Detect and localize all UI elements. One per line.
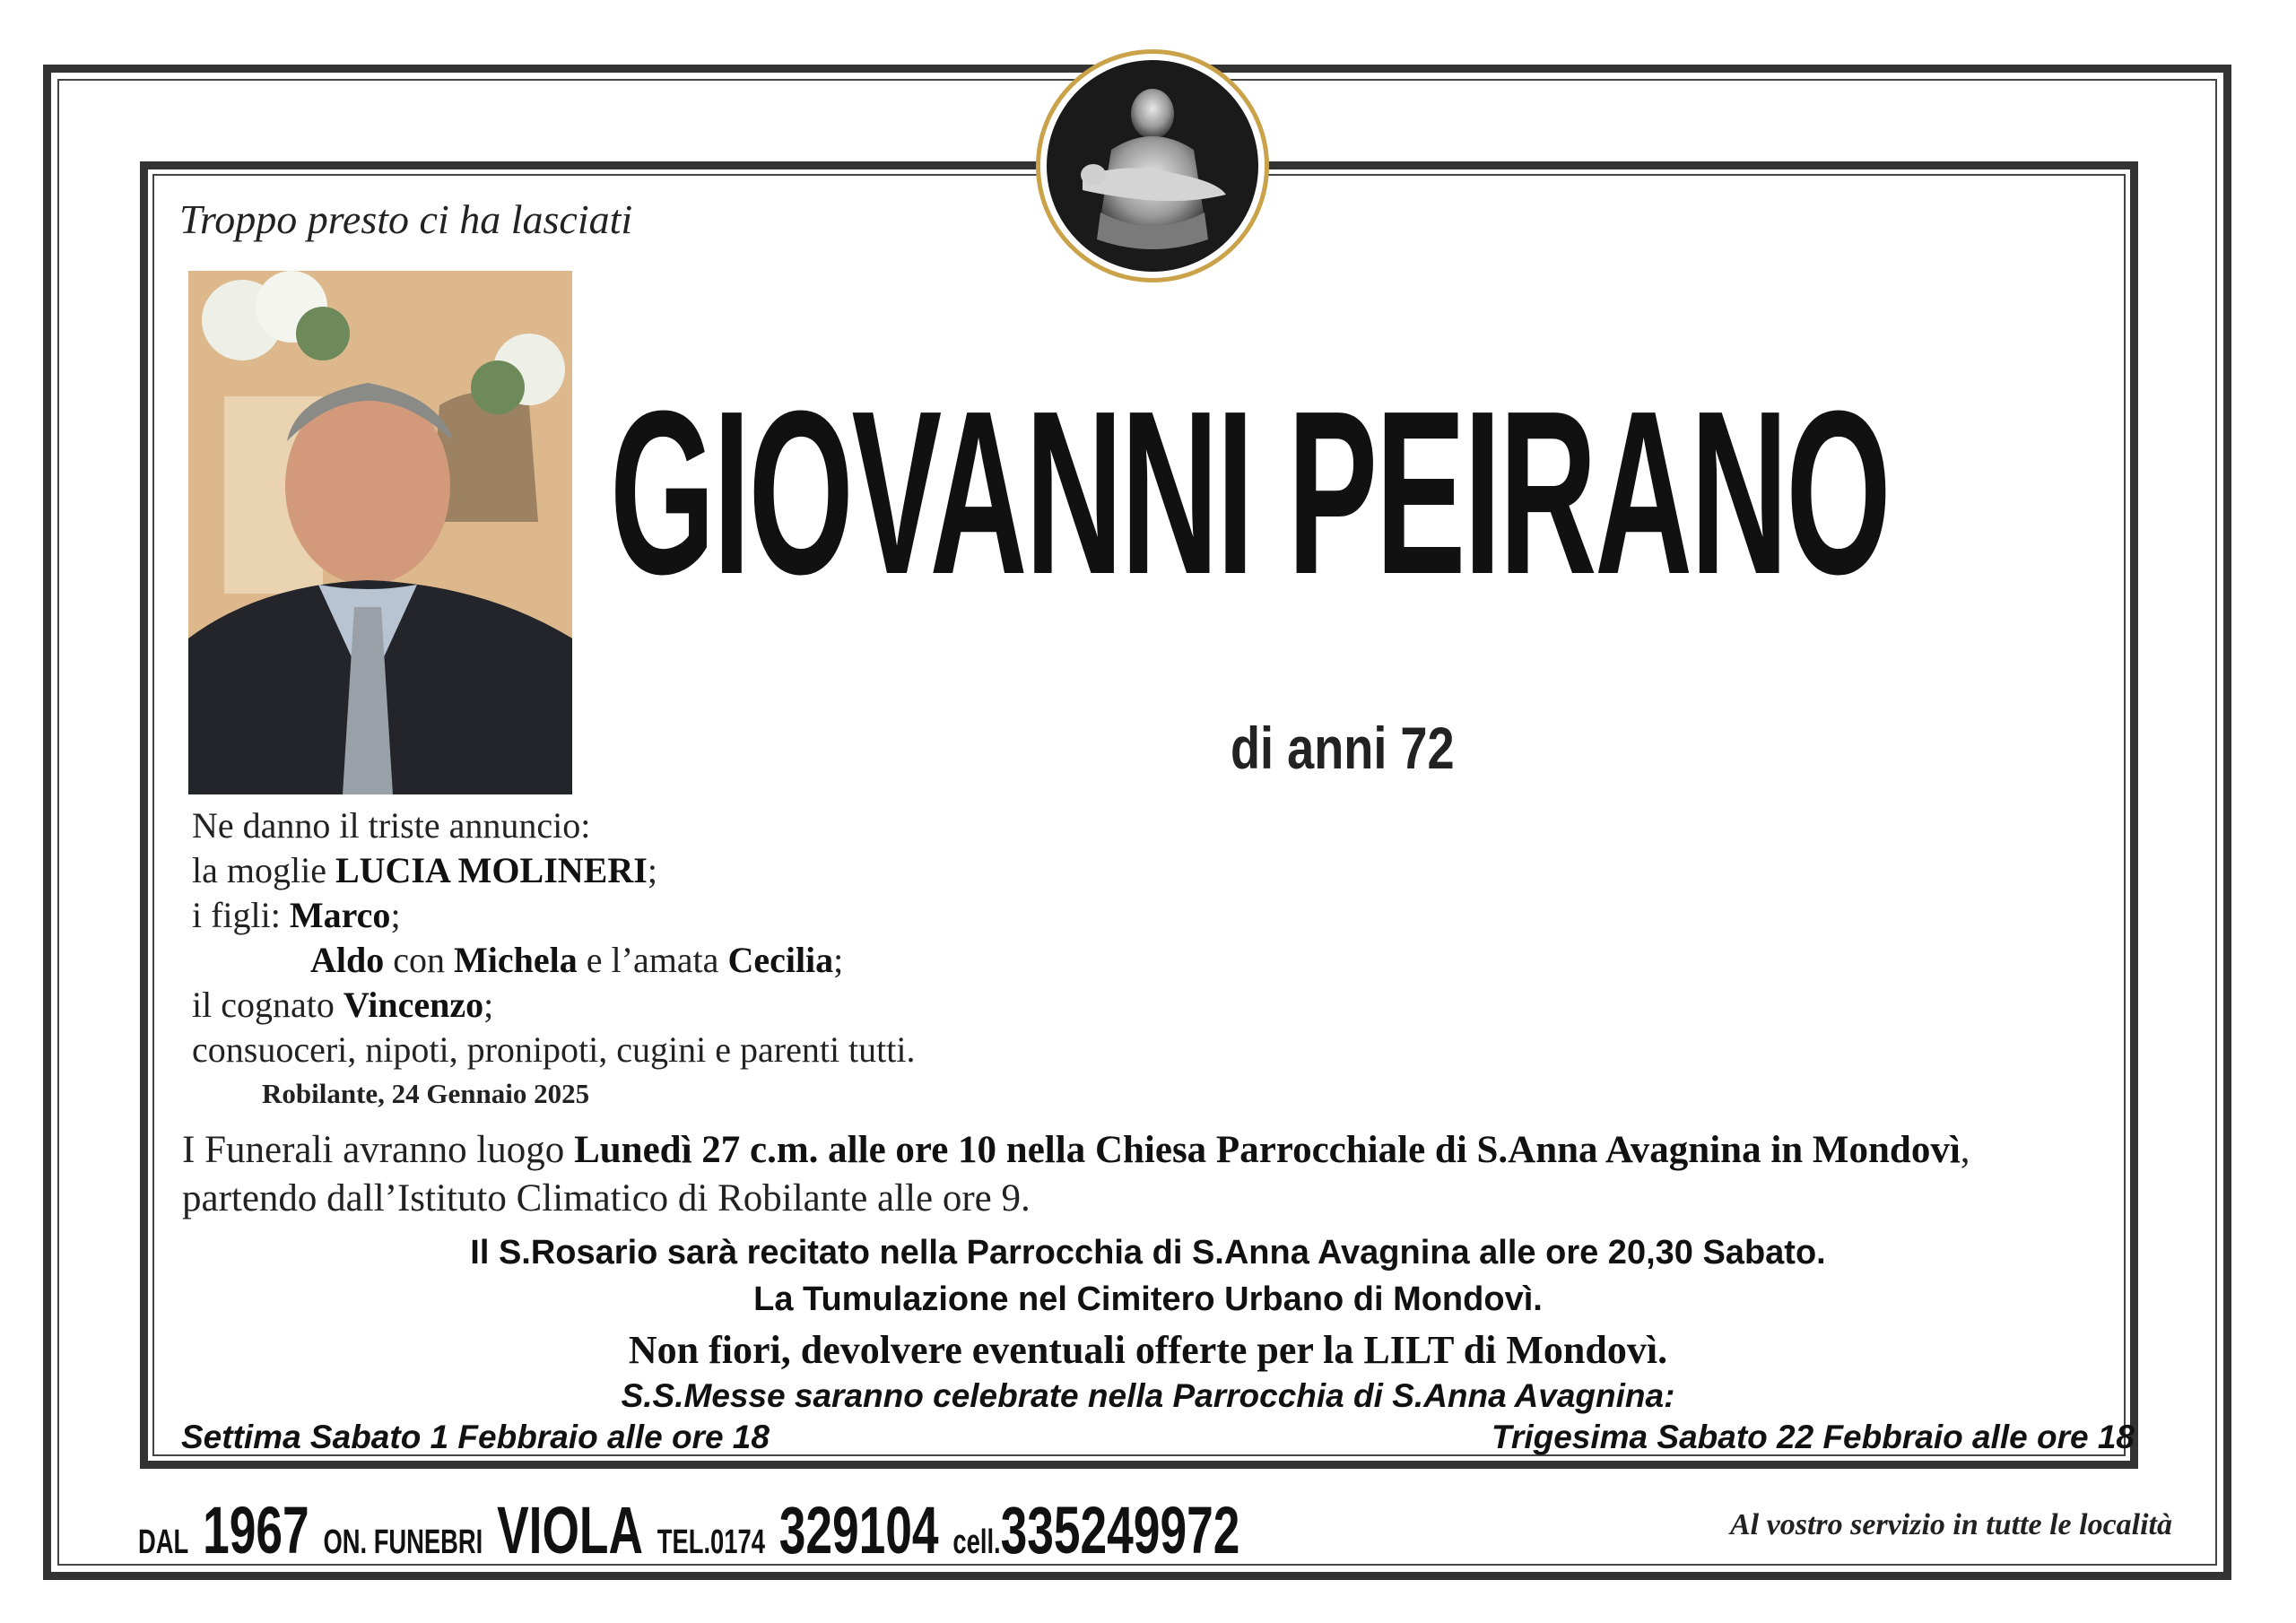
- announcement-intro: Ne danno il triste annuncio:: [192, 805, 591, 846]
- child2-with: con: [384, 940, 455, 980]
- pieta-icon: [1047, 60, 1258, 272]
- deceased-name: GIOVANNI PEIRANO: [610, 363, 1890, 623]
- brother-in-law-name: Vincenzo: [343, 985, 484, 1025]
- place-date: Robilante, 24 Gennaio 2025: [262, 1078, 590, 1109]
- children-prefix: i figli:: [192, 895, 290, 935]
- funeral-line-2: partendo dall’Istituto Climatico di Robilante alle ore 9.: [182, 1177, 1031, 1219]
- footer-slogan: Al vostro servizio in tutte le località: [1730, 1508, 2172, 1541]
- portrait-icon: [188, 271, 572, 794]
- footer-of-label: ON. FUNEBRI: [323, 1523, 483, 1561]
- tagline: Troppo presto ci ha lasciati: [179, 196, 633, 242]
- no-flowers-notice: Non fiori, devolvere eventuali offerte per la LILT di Mondovì.: [628, 1328, 1668, 1372]
- child2-partner: Michela: [454, 940, 578, 980]
- brother-in-law-suffix: ;: [483, 985, 494, 1025]
- footer-cell-label: cell.: [952, 1523, 1001, 1561]
- funeral-home-info: [138, 1492, 1254, 1568]
- grandchild-name: Cecilia: [727, 940, 834, 980]
- footer-year: 1967: [203, 1493, 309, 1567]
- portrait-photo: [188, 271, 572, 794]
- footer-tel-number: 329104: [778, 1493, 939, 1567]
- footer-dal: DAL: [138, 1523, 189, 1561]
- wife-suffix: ;: [647, 850, 657, 890]
- footer-cell-number: 335249972: [1000, 1493, 1240, 1567]
- children-line: [192, 893, 916, 938]
- child2-suffix: ;: [833, 940, 844, 980]
- child1-name: Marco: [289, 895, 391, 935]
- brother-in-law-prefix: il cognato: [192, 985, 344, 1025]
- funeral-line-1: [182, 1126, 1970, 1175]
- funeral-prefix: I Funerali avranno luogo: [182, 1129, 575, 1171]
- burial-notice: La Tumulazione nel Cimitero Urbano di Mondovì.: [753, 1280, 1543, 1318]
- footer-company: VIOLA: [497, 1493, 643, 1567]
- other-relatives: consuoceri, nipoti, pronipoti, cugini e parenti tutti.: [192, 1029, 916, 1070]
- settima-mass: Settima Sabato 1 Febbraio alle ore 18: [181, 1419, 770, 1455]
- rosario-notice: Il S.Rosario sarà recitato nella Parrocchia di S.Anna Avagnina alle ore 20,30 Sabato.: [470, 1234, 1826, 1271]
- trigesima-mass: Trigesima Sabato 22 Febbraio alle ore 18: [1491, 1419, 2135, 1455]
- child2-line: [192, 938, 916, 983]
- masses-intro: S.S.Messe saranno celebrate nella Parrocchia di S.Anna Avagnina:: [621, 1377, 1675, 1414]
- wife-line: [192, 848, 916, 893]
- funeral-date-place: Lunedì 27 c.m. alle ore 10 nella Chiesa Parrocchiale di S.Anna Avagnina in Mondovì: [574, 1129, 1961, 1171]
- child2-and: e l’amata: [577, 940, 728, 980]
- deceased-age: di anni 72: [1231, 715, 1455, 781]
- brother-in-law-line: [192, 983, 916, 1028]
- pieta-medallion: [1036, 49, 1269, 282]
- family-announcement: [192, 803, 916, 1072]
- child1-suffix: ;: [390, 895, 401, 935]
- pieta-image: [1047, 60, 1258, 272]
- wife-name: LUCIA MOLINERI: [335, 850, 648, 890]
- funeral-details: [182, 1126, 1970, 1223]
- wife-prefix: la moglie: [192, 850, 335, 890]
- child2-name: Aldo: [310, 940, 385, 980]
- funeral-suffix: ,: [1960, 1129, 1970, 1171]
- footer-tel-label: TEL.0174: [657, 1523, 765, 1561]
